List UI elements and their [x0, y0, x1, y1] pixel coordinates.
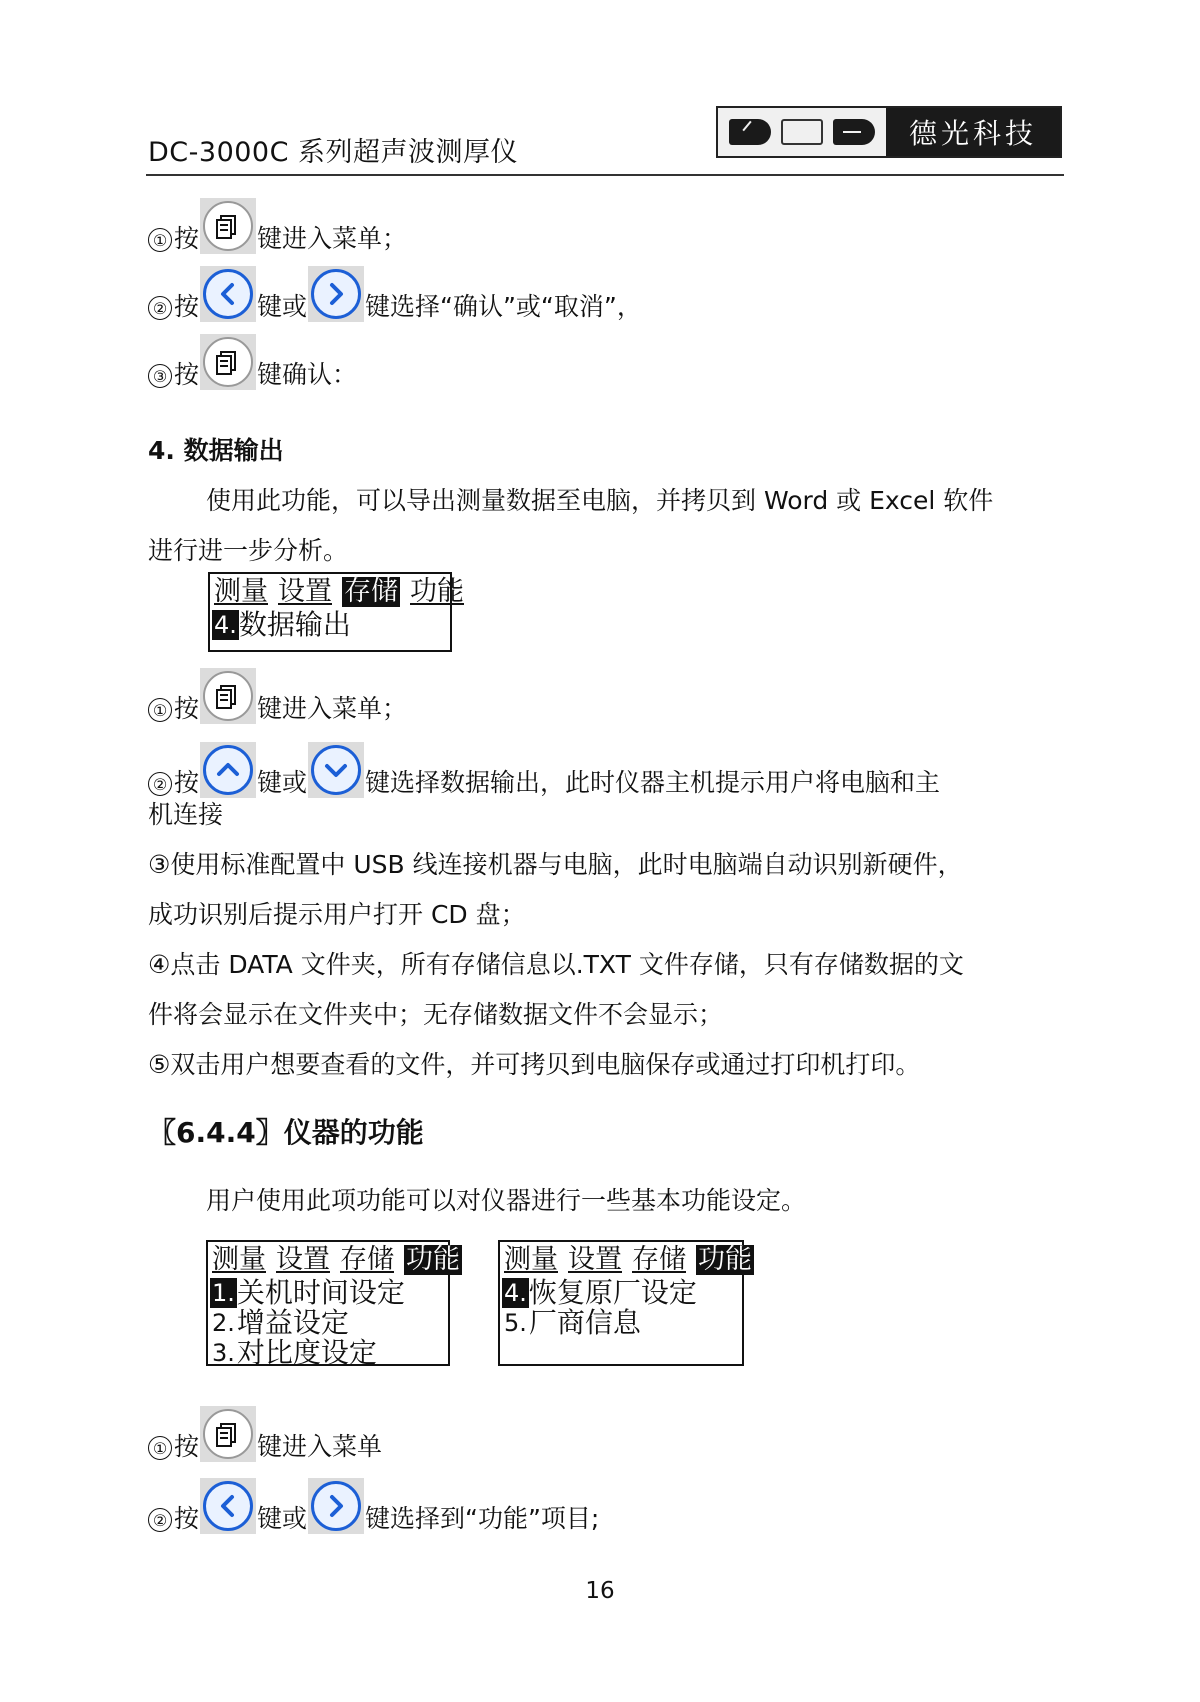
paragraph-line: 机连接: [148, 800, 224, 829]
lcd-tab-storage: 存储: [344, 576, 398, 607]
lcd-menu-item: 1. 关机时间设定: [212, 1276, 405, 1309]
lcd-screen-function-page1: [206, 1240, 460, 1369]
down-arrow-key-icon: [308, 742, 364, 798]
up-arrow-key-icon: [200, 742, 256, 798]
lcd-menu-item: 4. 数据输出: [214, 608, 351, 641]
lcd-tab-settings: 设置: [278, 576, 332, 607]
lcd-screen-data-output: [208, 572, 464, 652]
lcd-tab-measure: 测量: [504, 1244, 558, 1275]
lcd-menu-item: 3. 对比度设定: [212, 1336, 377, 1369]
step-select-confirm: ② 按 键或 键选择“确认”或“取消”，: [148, 266, 642, 322]
lcd-menu-item: 5. 厂商信息: [504, 1306, 641, 1339]
step-menu-enter: ① 按 键进入菜单；: [148, 668, 407, 724]
lcd-tab-function: 功能: [406, 1244, 460, 1275]
logo-text: 德光科技: [886, 108, 1060, 156]
lcd-tab-settings: 设置: [276, 1244, 330, 1275]
paragraph-line: 使用此功能，可以导出测量数据至电脑，并拷贝到 Word 或 Excel 软件: [206, 486, 994, 515]
paragraph-line: ③使用标准配置中 USB 线连接机器与电脑，此时电脑端自动识别新硬件，: [148, 850, 963, 879]
menu-key-icon: [200, 198, 256, 254]
right-arrow-key-icon: [308, 1478, 364, 1534]
lcd-tab-function: 功能: [698, 1244, 752, 1275]
step-menu-enter: ① 按 键进入菜单；: [148, 198, 407, 254]
lcd-screen-function-page2: [498, 1240, 752, 1366]
document-title: DC-3000C 系列超声波测厚仪: [148, 137, 519, 168]
paragraph-line: 成功识别后提示用户打开 CD 盘；: [148, 900, 526, 929]
lcd-tab-storage: 存储: [340, 1244, 394, 1275]
paragraph-line: 进行进一步分析。: [148, 536, 349, 565]
menu-key-icon: [200, 1406, 256, 1462]
left-arrow-key-icon: [200, 1478, 256, 1534]
lcd-tab-storage: 存储: [632, 1244, 686, 1275]
step-select-function: ② 按 键或 键选择到“功能”项目;: [148, 1478, 599, 1534]
page-number: 16: [585, 1578, 615, 1604]
left-arrow-key-icon: [200, 266, 256, 322]
step-select-data-output: ② 按 键或 键选择数据输出，此时仪器主机提示用户将电脑和主: [148, 742, 940, 798]
paragraph-line: ④点击 DATA 文件夹，所有存储信息以.TXT 文件存储，只有存储数据的文: [148, 950, 964, 979]
lcd-tab-measure: 测量: [212, 1244, 266, 1275]
lcd-tab-function: 功能: [410, 576, 464, 607]
paragraph-line: 用户使用此项功能可以对仪器进行一些基本功能设定。: [206, 1186, 807, 1215]
section-heading-instrument-function: 〖6.4.4〗仪器的功能: [148, 1116, 424, 1149]
logo-mark: [718, 108, 886, 156]
step-menu-enter: ① 按 键进入菜单: [148, 1406, 382, 1462]
section-heading-data-output: 4. 数据输出: [148, 436, 284, 465]
menu-key-icon: [200, 334, 256, 390]
lcd-menu-item: 4. 恢复原厂设定: [504, 1276, 697, 1309]
paragraph-line: 件将会显示在文件夹中；无存储数据文件不会显示；: [148, 1000, 724, 1029]
menu-key-icon: [200, 668, 256, 724]
lcd-menu-item: 2. 增益设定: [212, 1306, 349, 1339]
paragraph-line: ⑤双击用户想要查看的文件，并可拷贝到电脑保存或通过打印机打印。: [148, 1050, 921, 1079]
right-arrow-key-icon: [308, 266, 364, 322]
step-confirm: ③ 按 键确认：: [148, 334, 357, 390]
header-rule: [146, 174, 1064, 176]
company-logo: [716, 106, 1062, 158]
lcd-tab-measure: 测量: [214, 576, 268, 607]
lcd-tab-settings: 设置: [568, 1244, 622, 1275]
